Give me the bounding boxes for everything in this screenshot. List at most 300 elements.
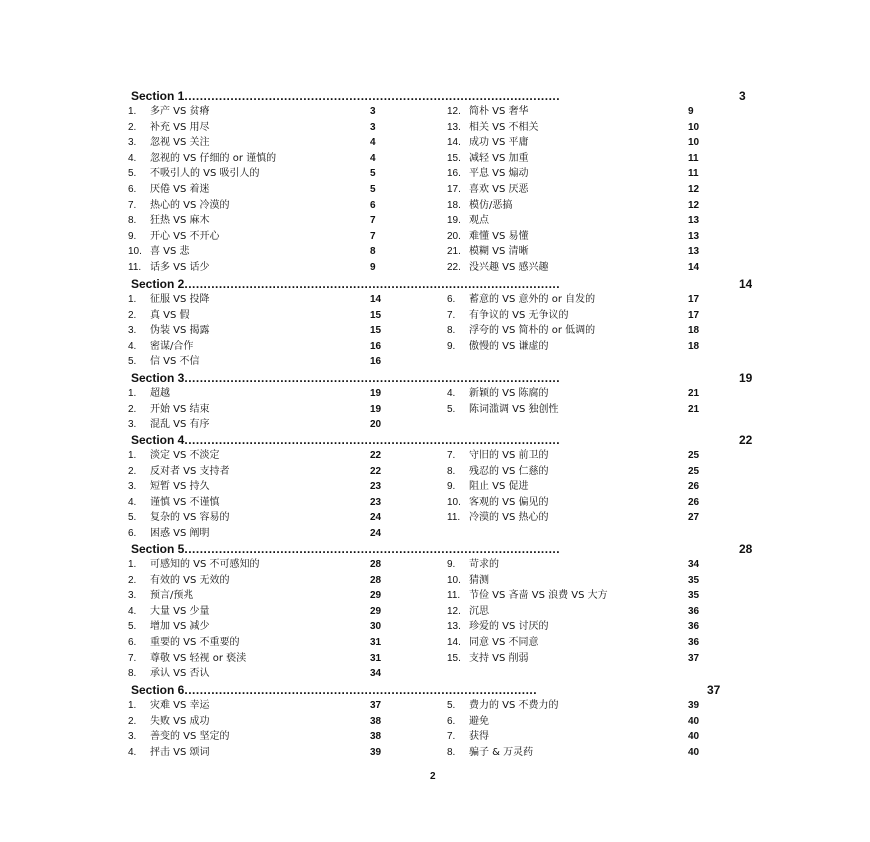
entry-number: 8. (447, 465, 456, 477)
toc-entry[interactable] (128, 526, 392, 541)
entry-title: 难懂 VS 易懂 (469, 230, 529, 242)
entry-number: 10. (447, 496, 461, 508)
entry-title: 新颖的 VS 陈腐的 (469, 388, 549, 399)
entry-title: 节俭 VS 吝啬 VS 浪费 VS 大方 (469, 590, 608, 602)
entry-number: 3. (128, 325, 137, 337)
toc-entry[interactable] (128, 120, 392, 135)
entry-page-number: 40 (688, 715, 700, 727)
section-page-number: 14 (739, 277, 753, 291)
entry-title: 骗子 & 万灵药 (469, 746, 534, 758)
toc-entry[interactable] (447, 745, 710, 760)
toc-entry[interactable] (447, 244, 710, 259)
entry-page-number: 7 (370, 230, 376, 242)
entry-number: 12. (447, 605, 461, 617)
entry-number: 4. (447, 388, 456, 399)
entry-number: 9. (447, 340, 456, 352)
toc-entry[interactable] (128, 308, 392, 323)
entry-number: 15. (447, 152, 461, 164)
entry-title: 淡定 VS 不淡定 (150, 450, 220, 461)
entry-number: 4. (128, 340, 137, 352)
entry-number: 20. (447, 230, 461, 242)
toc-entry[interactable] (447, 386, 710, 401)
toc-entry[interactable] (447, 729, 710, 744)
entry-title: 猜测 (469, 574, 489, 586)
toc-entry[interactable] (128, 479, 392, 494)
entry-number: 21. (447, 246, 461, 258)
toc-entry[interactable] (447, 557, 710, 572)
entry-page-number: 4 (370, 137, 376, 149)
section-heading[interactable] (131, 683, 705, 697)
entry-number: 4. (128, 152, 137, 164)
entry-title: 善变的 VS 坚定的 (150, 731, 230, 743)
toc-entry[interactable] (447, 635, 710, 650)
entry-number: 18. (447, 199, 461, 211)
entry-page-number: 12 (688, 199, 700, 211)
entry-page-number: 29 (370, 605, 382, 617)
entry-title: 获得 (469, 731, 489, 743)
entry-page-number: 11 (688, 168, 699, 180)
toc-entry[interactable] (128, 104, 392, 119)
toc-entry[interactable] (447, 213, 710, 228)
entry-title: 成功 VS 平庸 (469, 137, 529, 149)
entry-number: 5. (447, 403, 456, 415)
entry-title: 陈词滥调 VS 独创性 (469, 403, 559, 415)
entry-page-number: 14 (688, 262, 700, 273)
entry-page-number: 18 (688, 340, 700, 352)
entry-number: 17. (447, 184, 461, 195)
entry-title: 珍爱的 VS 讨厌的 (469, 621, 549, 633)
entry-number: 5. (128, 621, 137, 633)
toc-entry[interactable] (447, 135, 710, 150)
section-heading[interactable] (131, 89, 737, 103)
entry-number: 10. (447, 574, 461, 586)
entry-title: 灾难 VS 幸运 (150, 700, 210, 711)
entry-page-number: 17 (688, 294, 700, 305)
entry-number: 7. (128, 199, 137, 211)
entry-title: 厌倦 VS 着迷 (150, 184, 210, 195)
entry-page-number: 10 (688, 121, 700, 133)
entry-number: 14. (447, 137, 461, 149)
entry-title: 喜 VS 悲 (150, 246, 190, 258)
entry-title: 忽视的 VS 仔细的 or 谨慎的 (150, 152, 277, 164)
entry-page-number: 28 (370, 559, 382, 570)
entry-number: 4. (128, 605, 137, 617)
entry-title: 守旧的 VS 前卫的 (469, 450, 549, 461)
entry-number: 8. (128, 215, 137, 227)
entry-page-number: 5 (370, 184, 376, 195)
toc-entry[interactable] (128, 323, 392, 338)
entry-page-number: 38 (370, 715, 382, 727)
toc-entry[interactable] (128, 635, 392, 650)
entry-page-number: 35 (688, 590, 700, 602)
toc-entry[interactable] (447, 198, 710, 213)
leader-dots: .................................................................................................. (184, 433, 561, 447)
entry-number: 2. (128, 403, 137, 415)
entry-page-number: 15 (370, 309, 382, 321)
entry-title: 尊敬 VS 轻视 or 亵渎 (150, 652, 247, 664)
leader-dots: .................................................................................................. (184, 89, 561, 103)
toc-entry[interactable] (128, 588, 392, 603)
entry-title: 冷漠的 VS 热心的 (469, 512, 549, 524)
entry-page-number: 16 (370, 340, 382, 352)
entry-page-number: 21 (688, 403, 700, 415)
entry-title: 沉思 (469, 605, 489, 617)
entry-page-number: 13 (688, 230, 700, 242)
entry-page-number: 9 (688, 106, 694, 117)
entry-number: 4. (128, 496, 137, 508)
entry-number: 3. (128, 731, 137, 743)
entry-number: 12. (447, 106, 461, 117)
entry-page-number: 25 (688, 450, 700, 461)
toc-entry[interactable] (128, 292, 392, 307)
entry-number: 6. (447, 294, 456, 305)
section-title: Section 3 (131, 371, 185, 385)
entry-title: 补充 VS 用尽 (150, 121, 210, 133)
entry-number: 5. (128, 356, 137, 368)
entry-title: 浮夸的 VS 简朴的 or 低调的 (469, 325, 596, 337)
toc-entry[interactable] (447, 651, 710, 666)
toc-entry[interactable] (128, 510, 392, 525)
toc-entry[interactable] (447, 510, 710, 525)
entry-title: 狂热 VS 麻木 (150, 215, 210, 227)
entry-page-number: 28 (370, 574, 382, 586)
entry-title: 失败 VS 成功 (150, 715, 210, 727)
entry-title: 忽视 VS 关注 (150, 137, 210, 149)
entry-page-number: 35 (688, 574, 700, 586)
entry-title: 费力的 VS 不费力的 (469, 700, 559, 711)
entry-number: 8. (128, 668, 137, 680)
section-title: Section 5 (131, 542, 185, 556)
entry-page-number: 8 (370, 246, 376, 258)
entry-title: 开始 VS 结束 (150, 403, 210, 415)
entry-title: 抨击 VS 颂词 (150, 746, 210, 758)
entry-number: 1. (128, 388, 137, 399)
section-page-number: 19 (739, 371, 753, 385)
entry-number: 7. (128, 652, 137, 664)
entry-page-number: 25 (688, 465, 700, 477)
entry-page-number: 21 (688, 388, 700, 399)
entry-title: 承认 VS 否认 (150, 668, 210, 680)
toc-entry[interactable] (447, 604, 710, 619)
entry-page-number: 29 (370, 590, 382, 602)
entry-number: 1. (128, 106, 137, 117)
entry-page-number: 36 (688, 605, 700, 617)
entry-page-number: 38 (370, 731, 382, 743)
entry-title: 简朴 VS 奢华 (469, 106, 529, 117)
entry-title: 阻止 VS 促进 (469, 481, 529, 493)
entry-number: 6. (128, 528, 137, 539)
toc-entry[interactable] (128, 651, 392, 666)
entry-title: 重要的 VS 不重要的 (150, 637, 240, 648)
entry-title: 复杂的 VS 容易的 (150, 512, 230, 524)
entry-page-number: 36 (688, 621, 700, 633)
section-heading[interactable] (131, 542, 737, 556)
entry-page-number: 34 (688, 559, 700, 570)
entry-page-number: 12 (688, 184, 700, 195)
toc-entry[interactable] (128, 354, 392, 369)
entry-title: 信 VS 不信 (150, 356, 200, 368)
entry-number: 8. (447, 746, 456, 758)
toc-entry[interactable] (128, 244, 392, 259)
toc-entry[interactable] (128, 402, 392, 417)
entry-page-number: 13 (688, 215, 700, 227)
toc-entry[interactable] (128, 166, 392, 181)
entry-number: 1. (128, 700, 137, 711)
entry-page-number: 40 (688, 731, 700, 743)
toc-entry[interactable] (128, 213, 392, 228)
entry-number: 1. (128, 559, 137, 570)
entry-number: 5. (128, 512, 137, 524)
toc-entry[interactable] (447, 323, 710, 338)
toc-entry[interactable] (447, 573, 710, 588)
entry-page-number: 24 (370, 528, 382, 539)
entry-title: 模糊 VS 清晰 (469, 246, 529, 258)
entry-title: 蓄意的 VS 意外的 or 自发的 (469, 294, 596, 305)
entry-page-number: 26 (688, 481, 700, 493)
entry-number: 2. (128, 574, 137, 586)
toc-entry[interactable] (128, 448, 392, 463)
entry-number: 2. (128, 465, 137, 477)
toc-entry[interactable] (447, 588, 710, 603)
entry-page-number: 7 (370, 215, 376, 227)
entry-number: 7. (447, 309, 456, 321)
entry-number: 11. (128, 262, 142, 273)
toc-entry[interactable] (447, 714, 710, 729)
toc-entry[interactable] (128, 182, 392, 197)
entry-title: 多产 VS 贫瘠 (150, 106, 210, 117)
toc-entry[interactable] (128, 198, 392, 213)
entry-number: 16. (447, 168, 461, 180)
entry-title: 困惑 VS 阐明 (150, 528, 210, 539)
toc-entry[interactable] (447, 166, 710, 181)
entry-title: 没兴趣 VS 感兴趣 (469, 262, 549, 273)
toc-entry[interactable] (128, 666, 392, 681)
entry-number: 6. (128, 637, 137, 648)
toc-entry[interactable] (447, 479, 710, 494)
toc-entry[interactable] (128, 229, 392, 244)
toc-entry[interactable] (128, 464, 392, 479)
entry-page-number: 40 (688, 746, 700, 758)
entry-page-number: 31 (370, 637, 382, 648)
entry-title: 不吸引人的 VS 吸引人的 (150, 168, 260, 180)
entry-number: 7. (447, 731, 456, 743)
entry-page-number: 37 (370, 700, 382, 711)
entry-page-number: 15 (370, 325, 382, 337)
section-heading[interactable] (131, 433, 737, 447)
entry-page-number: 22 (370, 465, 382, 477)
entry-page-number: 30 (370, 621, 382, 633)
toc-entry[interactable] (447, 619, 710, 634)
entry-title: 反对者 VS 支持者 (150, 465, 230, 477)
toc-entry[interactable] (447, 308, 710, 323)
entry-number: 15. (447, 652, 461, 664)
entry-page-number: 3 (370, 106, 376, 117)
entry-page-number: 22 (370, 450, 382, 461)
entry-number: 13. (447, 121, 461, 133)
entry-number: 4. (128, 746, 137, 758)
entry-title: 谨慎 VS 不谨慎 (150, 496, 220, 508)
entry-page-number: 14 (370, 294, 382, 305)
entry-title: 苛求的 (469, 559, 499, 570)
section-page-number: 28 (739, 542, 753, 556)
entry-number: 11. (447, 512, 461, 524)
entry-title: 相关 VS 不相关 (469, 121, 539, 133)
entry-number: 10. (128, 246, 142, 258)
entry-number: 9. (128, 230, 137, 242)
entry-number: 5. (447, 700, 456, 711)
toc-entry[interactable] (128, 619, 392, 634)
entry-page-number: 31 (370, 652, 382, 664)
page-number: 2 (430, 771, 436, 782)
toc-entry[interactable] (128, 417, 392, 432)
entry-page-number: 11 (688, 152, 699, 164)
entry-title: 有争议的 VS 无争议的 (469, 309, 569, 321)
entry-page-number: 23 (370, 481, 382, 493)
toc-entry[interactable] (447, 464, 710, 479)
entry-page-number: 27 (688, 512, 700, 524)
entry-number: 1. (128, 450, 137, 461)
toc-entry[interactable] (447, 182, 710, 197)
entry-title: 傲慢的 VS 谦虚的 (469, 340, 549, 352)
entry-title: 征服 VS 投降 (150, 294, 210, 305)
entry-title: 避免 (469, 715, 489, 727)
toc-entry[interactable] (128, 745, 392, 760)
entry-title: 客观的 VS 偏见的 (469, 496, 549, 508)
toc-entry[interactable] (128, 260, 392, 275)
toc-entry[interactable] (447, 495, 710, 510)
toc-entry[interactable] (447, 292, 710, 307)
entry-number: 11. (447, 590, 461, 602)
entry-title: 减轻 VS 加重 (469, 152, 529, 164)
entry-number: 3. (128, 481, 137, 493)
entry-title: 热心的 VS 冷漠的 (150, 199, 230, 211)
entry-title: 平息 VS 煽动 (469, 168, 529, 180)
entry-title: 同意 VS 不同意 (469, 637, 539, 648)
entry-page-number: 6 (370, 199, 376, 211)
entry-page-number: 26 (688, 496, 700, 508)
section-page-number: 3 (739, 89, 746, 103)
toc-entry[interactable] (128, 135, 392, 150)
entry-title: 大量 VS 少量 (150, 605, 210, 617)
section-page-number: 22 (739, 433, 753, 447)
entry-title: 观点 (469, 215, 489, 227)
toc-entry[interactable] (128, 557, 392, 572)
entry-page-number: 5 (370, 168, 376, 180)
entry-number: 6. (447, 715, 456, 727)
entry-page-number: 23 (370, 496, 382, 508)
entry-page-number: 34 (370, 668, 382, 680)
entry-title: 支持 VS 削弱 (469, 652, 529, 664)
section-heading[interactable] (131, 277, 737, 291)
entry-page-number: 20 (370, 419, 382, 431)
entry-number: 3. (128, 590, 137, 602)
section-title: Section 2 (131, 277, 185, 291)
entry-title: 话多 VS 话少 (150, 262, 210, 273)
entry-title: 短暂 VS 持久 (150, 481, 210, 493)
section-heading[interactable] (131, 371, 737, 385)
section-title: Section 4 (131, 433, 185, 447)
entry-number: 6. (128, 184, 137, 195)
entry-title: 有效的 VS 无效的 (150, 574, 230, 586)
entry-title: 可感知的 VS 不可感知的 (150, 559, 260, 570)
section-title: Section 1 (131, 89, 185, 103)
toc-entry[interactable] (128, 604, 392, 619)
toc-entry[interactable] (447, 104, 710, 119)
entry-page-number: 37 (688, 652, 700, 664)
entry-title: 伪装 VS 揭露 (150, 325, 210, 337)
entry-title: 密谋/合作 (150, 340, 194, 352)
entry-number: 2. (128, 715, 137, 727)
section-page-number: 37 (707, 683, 721, 697)
entry-page-number: 4 (370, 152, 376, 164)
entry-number: 22. (447, 262, 461, 273)
leader-dots: .................................................................................................. (184, 277, 561, 291)
entry-title: 残忍的 VS 仁慈的 (469, 465, 549, 477)
toc-entry[interactable] (128, 495, 392, 510)
toc-entry[interactable] (128, 698, 392, 713)
toc-entry[interactable] (128, 714, 392, 729)
entry-title: 预言/预兆 (150, 590, 194, 602)
toc-entry[interactable] (447, 151, 710, 166)
entry-page-number: 19 (370, 403, 382, 415)
entry-number: 2. (128, 309, 137, 321)
toc-entry[interactable] (128, 339, 392, 354)
entry-number: 3. (128, 419, 137, 431)
entry-page-number: 24 (370, 512, 382, 524)
entry-title: 混乱 VS 有序 (150, 419, 210, 431)
entry-number: 9. (447, 559, 456, 570)
toc-entry[interactable] (128, 729, 392, 744)
toc-entry[interactable] (447, 402, 710, 417)
entry-number: 2. (128, 121, 137, 133)
entry-number: 1. (128, 294, 137, 305)
entry-title: 模仿/恶搞 (469, 199, 513, 211)
entry-number: 13. (447, 621, 461, 633)
section-title: Section 6 (131, 683, 185, 697)
entry-number: 5. (128, 168, 137, 180)
entry-page-number: 39 (370, 746, 382, 758)
entry-number: 8. (447, 325, 456, 337)
entry-page-number: 10 (688, 137, 700, 149)
entry-title: 增加 VS 减少 (150, 621, 210, 633)
entry-page-number: 3 (370, 121, 376, 133)
entry-title: 开心 VS 不开心 (150, 230, 220, 242)
leader-dots: ............................................................................................ (184, 683, 538, 697)
entry-number: 7. (447, 450, 456, 461)
toc-entry[interactable] (128, 573, 392, 588)
toc-entry[interactable] (447, 260, 710, 275)
entry-title: 真 VS 假 (150, 309, 190, 321)
entry-number: 19. (447, 215, 461, 227)
entry-page-number: 13 (688, 246, 700, 258)
entry-page-number: 9 (370, 262, 376, 273)
leader-dots: .................................................................................................. (184, 542, 561, 556)
toc-entry[interactable] (447, 229, 710, 244)
toc-entry[interactable] (447, 339, 710, 354)
entry-number: 9. (447, 481, 456, 493)
toc-entry[interactable] (447, 698, 710, 713)
entry-number: 14. (447, 637, 461, 648)
entry-title: 喜欢 VS 厌恶 (469, 184, 529, 195)
entry-number: 3. (128, 137, 137, 149)
entry-page-number: 18 (688, 325, 700, 337)
entry-page-number: 17 (688, 309, 700, 321)
toc-entry[interactable] (128, 386, 392, 401)
toc-entry[interactable] (128, 151, 392, 166)
toc-entry[interactable] (447, 120, 710, 135)
toc-entry[interactable] (447, 448, 710, 463)
entry-page-number: 39 (688, 700, 700, 711)
